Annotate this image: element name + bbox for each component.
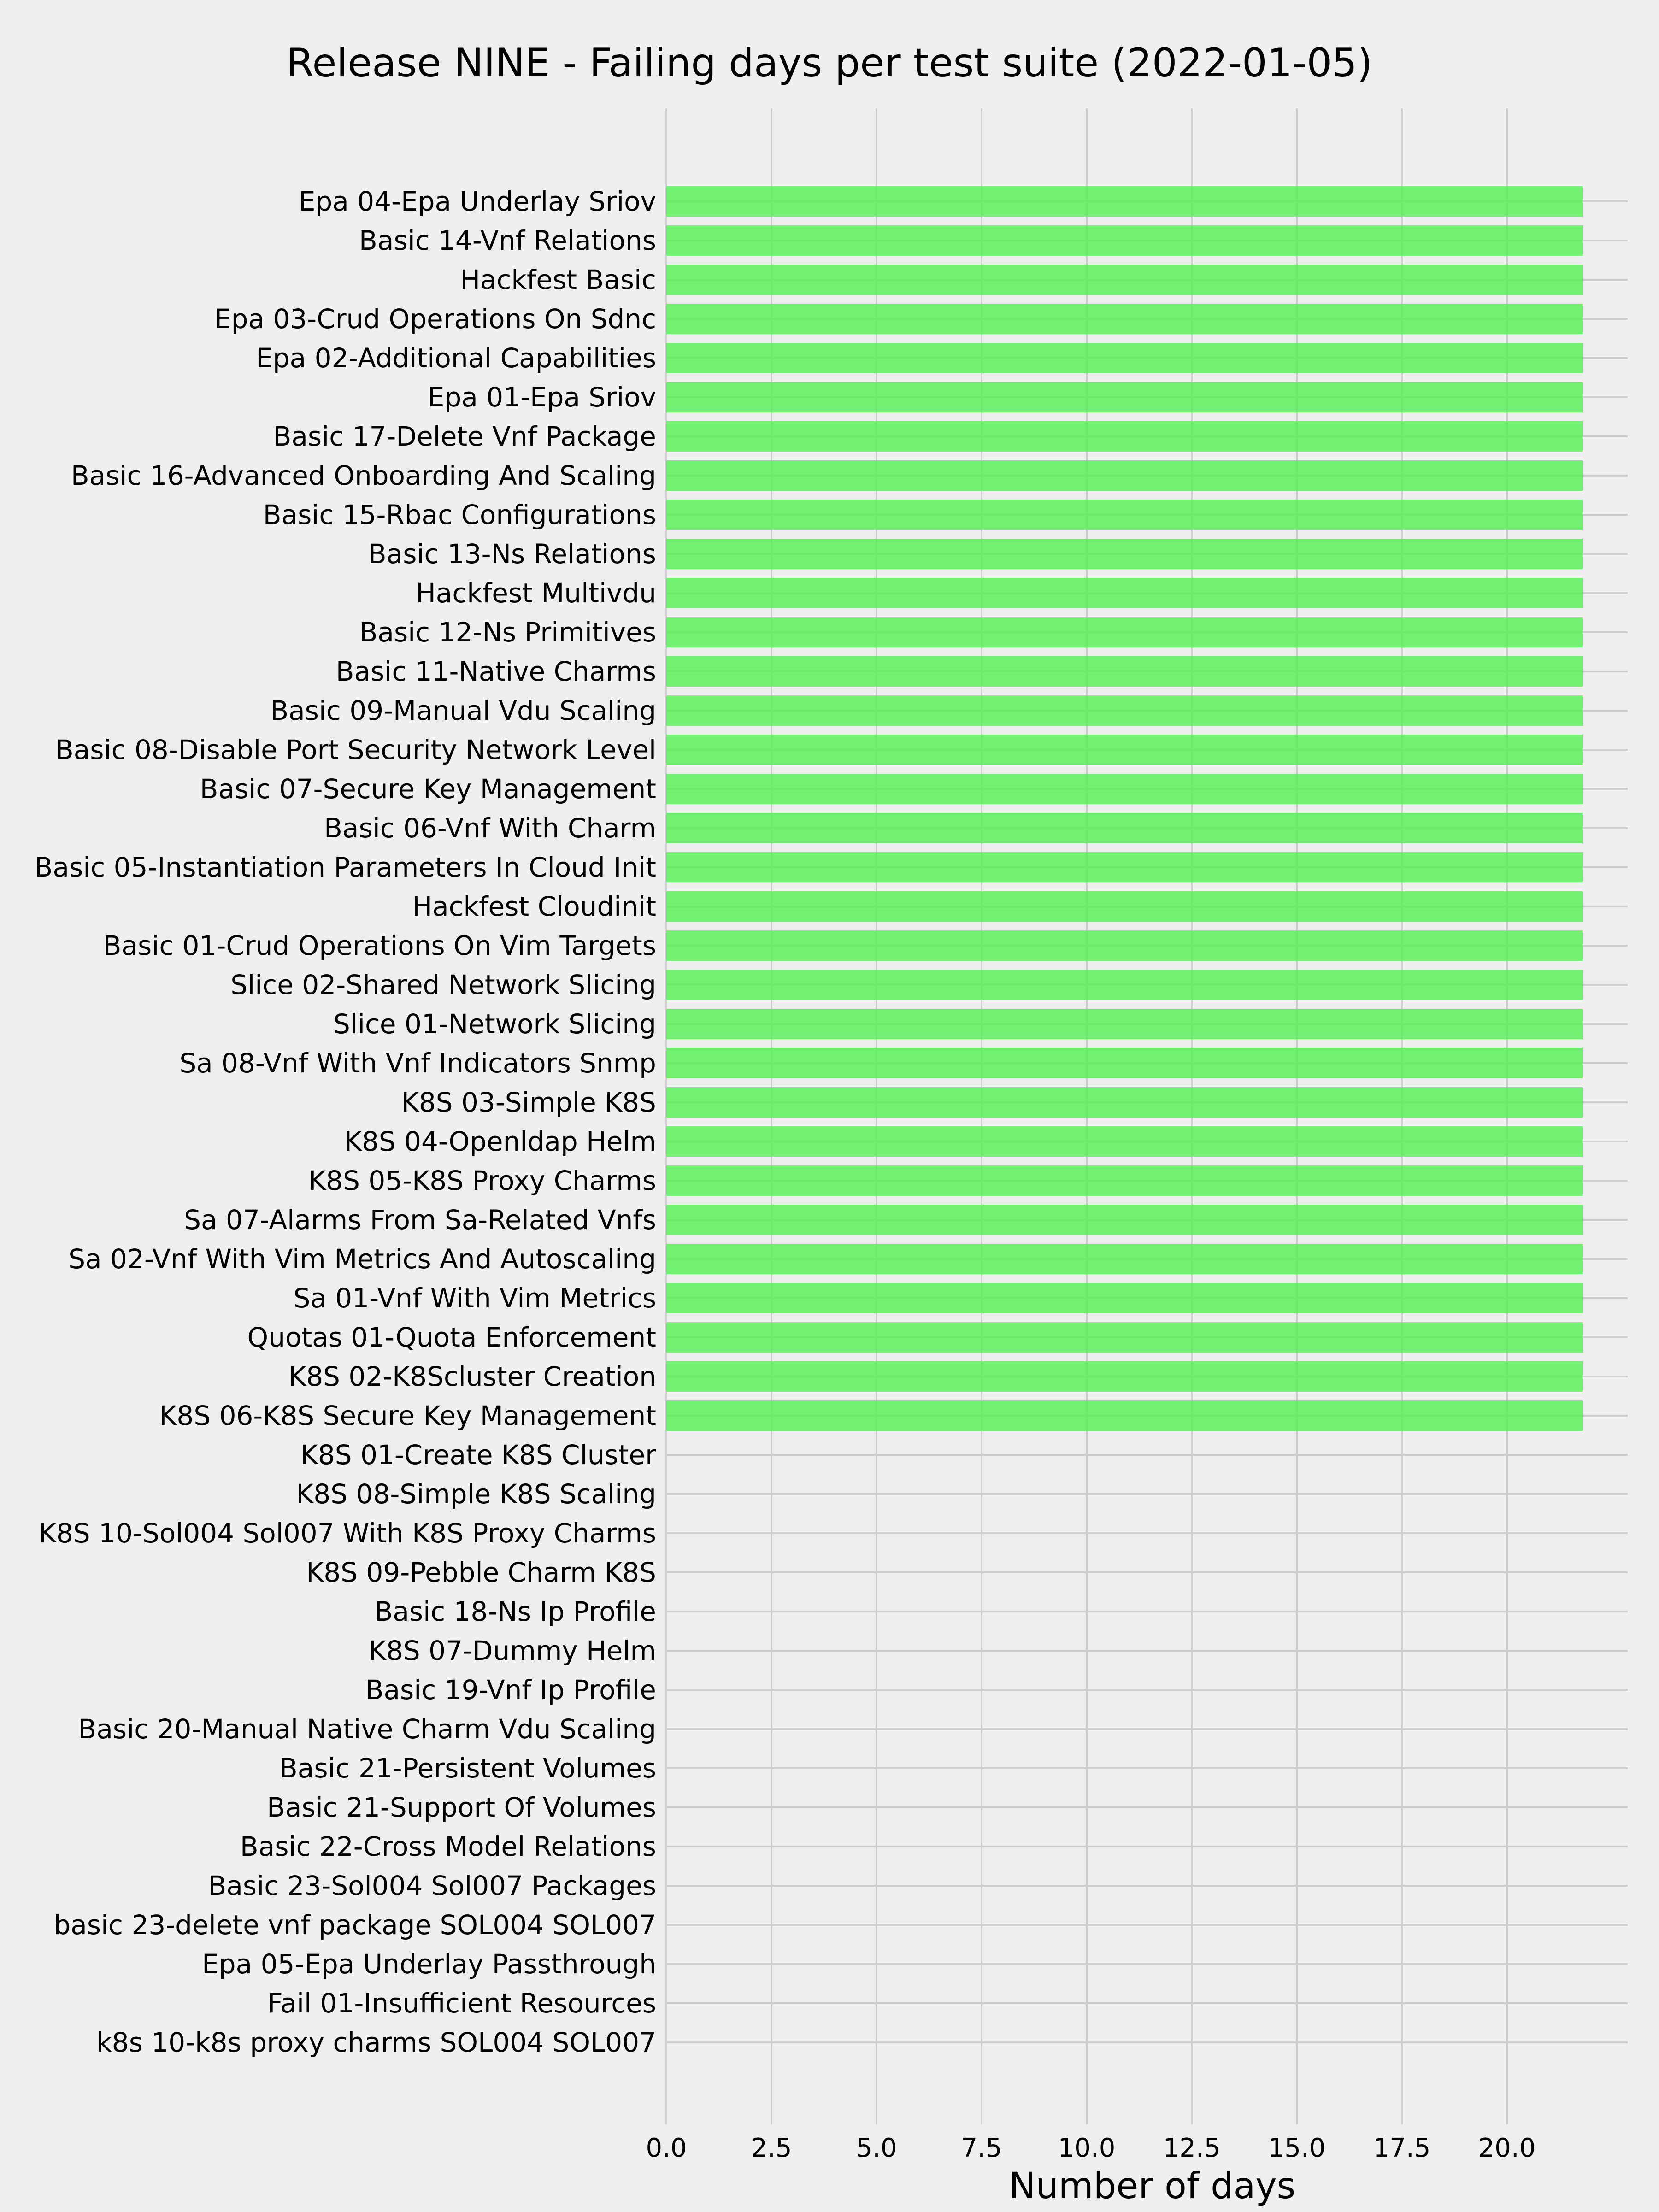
y-axis-label: K8S 09-Pebble Charm K8S xyxy=(306,1557,656,1588)
y-axis-label: Fail 01-Insufficient Resources xyxy=(267,1988,656,2019)
bar xyxy=(666,500,1583,530)
bar xyxy=(666,265,1583,295)
y-axis-label: Basic 11-Native Charms xyxy=(335,656,656,687)
y-axis-label: k8s 10-k8s proxy charms SOL004 SOL007 xyxy=(96,2027,656,2058)
bar xyxy=(666,695,1583,726)
x-tick-label: 12.5 xyxy=(1163,2133,1221,2163)
y-axis-label: Sa 08-Vnf With Vnf Indicators Snmp xyxy=(179,1047,656,1079)
y-gridline xyxy=(666,1846,1628,1847)
y-axis-label: Slice 02-Shared Network Slicing xyxy=(230,969,656,1000)
bar xyxy=(666,1205,1583,1235)
bar xyxy=(666,1400,1583,1431)
bar xyxy=(666,735,1583,765)
x-axis-tick-labels xyxy=(0,2130,1659,2167)
bar xyxy=(666,421,1583,452)
y-axis-label: Sa 01-Vnf With Vim Metrics xyxy=(293,1282,656,1314)
chart-title: Release NINE - Failing days per test suite (2022-01-05) xyxy=(286,40,1373,86)
x-tick-label: 15.0 xyxy=(1268,2133,1326,2163)
y-axis-label: Basic 05-Instantiation Parameters In Cloud Init xyxy=(34,852,656,883)
y-gridline xyxy=(666,1806,1628,1808)
y-axis-label: K8S 01-Create K8S Cluster xyxy=(300,1439,656,1471)
bar xyxy=(666,225,1583,256)
bar xyxy=(666,656,1583,687)
y-gridline xyxy=(666,1493,1628,1495)
bar xyxy=(666,1165,1583,1196)
y-gridline xyxy=(666,1924,1628,1926)
bar xyxy=(666,304,1583,334)
y-axis-label: Basic 18-Ns Ip Profile xyxy=(374,1596,656,1627)
bar xyxy=(666,539,1583,569)
y-gridline xyxy=(666,1767,1628,1769)
y-gridline xyxy=(666,1885,1628,1887)
bar xyxy=(666,930,1583,961)
bar xyxy=(666,1283,1583,1313)
y-axis-label: Basic 01-Crud Operations On Vim Targets xyxy=(103,930,656,961)
plot-area xyxy=(666,108,1628,2124)
y-axis-label: K8S 02-K8Scluster Creation xyxy=(288,1361,656,1392)
y-gridline xyxy=(666,1689,1628,1691)
y-axis-label: Basic 16-Advanced Onboarding And Scaling xyxy=(71,460,656,491)
bar xyxy=(666,617,1583,647)
bar xyxy=(666,813,1583,843)
y-axis-label: Basic 14-Vnf Relations xyxy=(359,225,656,256)
y-axis-label: Basic 15-Rbac Configurations xyxy=(263,499,656,530)
y-gridline xyxy=(666,1611,1628,1612)
y-axis-label: Basic 07-Secure Key Management xyxy=(200,773,656,805)
y-axis-label: Epa 02-Additional Capabilities xyxy=(256,342,656,374)
y-axis-label: Basic 09-Manual Vdu Scaling xyxy=(270,695,656,726)
x-tick-label: 2.5 xyxy=(751,2133,792,2163)
y-gridline xyxy=(666,1963,1628,1965)
y-axis-label: K8S 07-Dummy Helm xyxy=(368,1635,656,1666)
y-axis-label: Basic 19-Vnf Ip Profile xyxy=(365,1674,656,1706)
y-gridline xyxy=(666,1454,1628,1456)
y-axis-label: Epa 03-Crud Operations On Sdnc xyxy=(214,303,656,335)
y-axis-label: Basic 20-Manual Native Charm Vdu Scaling xyxy=(78,1713,656,1745)
bar xyxy=(666,852,1583,882)
x-tick-label: 5.0 xyxy=(856,2133,897,2163)
y-gridline xyxy=(666,1728,1628,1730)
bar xyxy=(666,578,1583,608)
y-axis-labels xyxy=(0,108,656,2124)
x-tick-label: 10.0 xyxy=(1058,2133,1116,2163)
x-tick-label: 0.0 xyxy=(646,2133,687,2163)
y-axis-label: Basic 13-Ns Relations xyxy=(368,538,656,570)
x-axis-title: Number of days xyxy=(1009,2165,1296,2207)
y-axis-label: Epa 01-Epa Sriov xyxy=(427,382,656,413)
y-axis-label: Hackfest Basic xyxy=(460,264,656,295)
bar xyxy=(666,343,1583,373)
bar xyxy=(666,382,1583,412)
y-axis-label: Basic 12-Ns Primitives xyxy=(359,617,656,648)
y-axis-label: K8S 06-K8S Secure Key Management xyxy=(159,1400,656,1431)
bar xyxy=(666,774,1583,804)
y-axis-label: Basic 17-Delete Vnf Package xyxy=(273,421,656,452)
bar xyxy=(666,1322,1583,1353)
y-axis-label: Epa 05-Epa Underlay Passthrough xyxy=(202,1948,656,1980)
x-tick-label: 20.0 xyxy=(1478,2133,1536,2163)
y-axis-label: K8S 08-Simple K8S Scaling xyxy=(296,1478,656,1510)
y-gridline xyxy=(666,1571,1628,1573)
bar xyxy=(666,1009,1583,1039)
bar xyxy=(666,1048,1583,1078)
y-gridline xyxy=(666,2002,1628,2004)
y-gridline xyxy=(666,1650,1628,1652)
bar xyxy=(666,1244,1583,1274)
y-axis-label: Basic 21-Support Of Volumes xyxy=(267,1792,656,1823)
y-axis-label: Slice 01-Network Slicing xyxy=(333,1008,656,1040)
bar xyxy=(666,1126,1583,1157)
y-gridline xyxy=(666,2041,1628,2043)
y-axis-label: Basic 22-Cross Model Relations xyxy=(240,1831,656,1862)
bar xyxy=(666,460,1583,491)
y-axis-label: Sa 07-Alarms From Sa-Related Vnfs xyxy=(184,1204,656,1235)
bar xyxy=(666,1087,1583,1118)
y-axis-label: K8S 05-K8S Proxy Charms xyxy=(308,1165,656,1196)
bar xyxy=(666,186,1583,217)
y-axis-label: K8S 10-Sol004 Sol007 With K8S Proxy Charms xyxy=(38,1518,656,1549)
bar xyxy=(666,891,1583,922)
y-axis-label: Basic 23-Sol004 Sol007 Packages xyxy=(208,1870,656,1901)
y-axis-label: Quotas 01-Quota Enforcement xyxy=(247,1322,656,1353)
y-axis-label: Basic 06-Vnf With Charm xyxy=(324,812,656,844)
y-axis-label: Hackfest Cloudinit xyxy=(412,891,656,922)
y-axis-label: K8S 03-Simple K8S xyxy=(401,1087,656,1118)
x-tick-label: 17.5 xyxy=(1373,2133,1431,2163)
y-axis-label: Basic 21-Persistent Volumes xyxy=(279,1753,656,1784)
y-axis-label: K8S 04-Openldap Helm xyxy=(344,1126,656,1157)
y-axis-label: Hackfest Multivdu xyxy=(416,577,656,609)
y-axis-label: basic 23-delete vnf package SOL004 SOL007 xyxy=(53,1909,656,1941)
y-axis-label: Basic 08-Disable Port Security Network Level xyxy=(55,734,656,765)
y-gridline xyxy=(666,1532,1628,1534)
y-axis-label: Epa 04-Epa Underlay Sriov xyxy=(298,186,656,217)
y-axis-label: Sa 02-Vnf With Vim Metrics And Autoscaling xyxy=(68,1243,656,1275)
bar xyxy=(666,1361,1583,1392)
bar xyxy=(666,970,1583,1000)
x-tick-label: 7.5 xyxy=(961,2133,1002,2163)
